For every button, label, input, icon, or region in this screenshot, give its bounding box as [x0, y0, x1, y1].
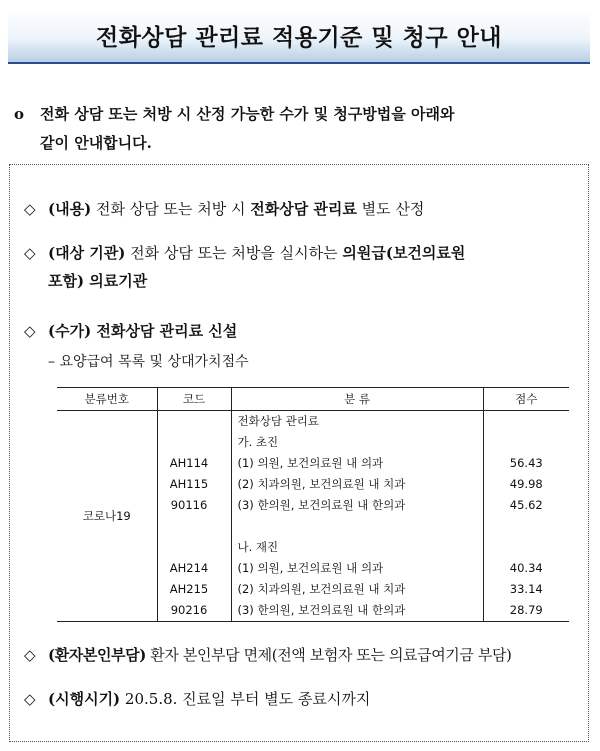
intro-line-2: 같이 안내합니다. [40, 134, 152, 152]
diamond-icon: ◇ [24, 646, 36, 664]
item-effective [24, 685, 370, 713]
item-content [24, 195, 424, 223]
fee-subheading: – 요양급여 목록 및 상대가치점수 [48, 354, 249, 370]
code-value: AH114 [169, 456, 209, 470]
intro-bullet: o [14, 105, 25, 123]
description-value: (2) 치과의원, 보건의료원 내 치과 [237, 582, 406, 596]
item-target-bold-1: 의원급(보건의료원 [342, 244, 466, 262]
item-target-text: 전화 상담 또는 처방을 실시하는 [125, 244, 343, 262]
item-copay [24, 641, 512, 669]
description-title: 전화상담 관리료 [237, 414, 319, 428]
details-box [9, 164, 589, 742]
description-column [231, 411, 483, 622]
header-code: 코드 [157, 388, 231, 411]
item-fee-label: (수가) [48, 322, 92, 340]
code-value: AH115 [169, 477, 209, 491]
header-category-number: 분류번호 [57, 388, 157, 411]
score-value: 28.79 [509, 603, 543, 617]
item-effective-text: 20.5.8. 진료일 부터 별도 종료시까지 [120, 690, 371, 708]
fee-table [57, 387, 569, 622]
title-banner [8, 8, 590, 64]
intro-paragraph [14, 100, 589, 158]
item-target [24, 239, 465, 295]
item-content-label: (내용) [48, 200, 92, 218]
description-value: (1) 의원, 보건의료원 내 의과 [237, 561, 384, 575]
intro-line-1: 전화 상담 또는 처방 시 산정 가능한 수가 및 청구방법을 아래와 [40, 105, 455, 123]
item-copay-label: (환자본인부담) [48, 646, 146, 664]
table-header-row [57, 388, 569, 411]
code-column [157, 411, 231, 622]
code-value: AH215 [169, 582, 209, 596]
score-value: 45.62 [509, 498, 543, 512]
item-effective-label: (시행시기) [48, 690, 121, 708]
item-target-bold-2: 포함) 의료기관 [48, 272, 148, 290]
description-value: (2) 치과의원, 보건의료원 내 치과 [237, 477, 406, 491]
item-copay-text: 환자 본인부담 면제(전액 보험자 또는 의료급여기금 부담) [145, 646, 512, 664]
group-name: 가. 초진 [237, 435, 279, 449]
header-classification: 분 류 [231, 388, 483, 411]
header-score: 점수 [483, 388, 569, 411]
item-content-text-2: 별도 산정 [356, 200, 425, 218]
description-value: (3) 한의원, 보건의료원 내 한의과 [237, 603, 406, 617]
item-fee [24, 317, 237, 345]
diamond-icon: ◇ [24, 690, 36, 708]
table-row [57, 411, 569, 622]
page-title: 전화상담 관리료 적용기준 및 청구 안내 [95, 24, 503, 51]
item-target-label: (대상 기관) [48, 244, 126, 262]
item-fee-bold: 전화상담 관리료 신설 [91, 322, 238, 340]
group-name: 나. 재진 [237, 540, 279, 554]
category-cell: 코로나19 [57, 411, 157, 622]
score-value: 33.14 [509, 582, 543, 596]
diamond-icon: ◇ [24, 244, 36, 262]
code-value: AH214 [169, 561, 209, 575]
score-value: 40.34 [509, 561, 543, 575]
code-value: 90116 [170, 498, 208, 512]
description-value: (1) 의원, 보건의료원 내 의과 [237, 456, 384, 470]
diamond-icon: ◇ [24, 322, 36, 340]
item-content-bold: 전화상담 관리료 [250, 200, 357, 218]
score-value: 56.43 [509, 456, 543, 470]
code-value: 90216 [170, 603, 208, 617]
diamond-icon: ◇ [24, 200, 36, 218]
item-content-text-1: 전화 상담 또는 처방 시 [91, 200, 251, 218]
score-column [483, 411, 569, 622]
score-value: 49.98 [509, 477, 543, 491]
description-value: (3) 한의원, 보건의료원 내 한의과 [237, 498, 406, 512]
